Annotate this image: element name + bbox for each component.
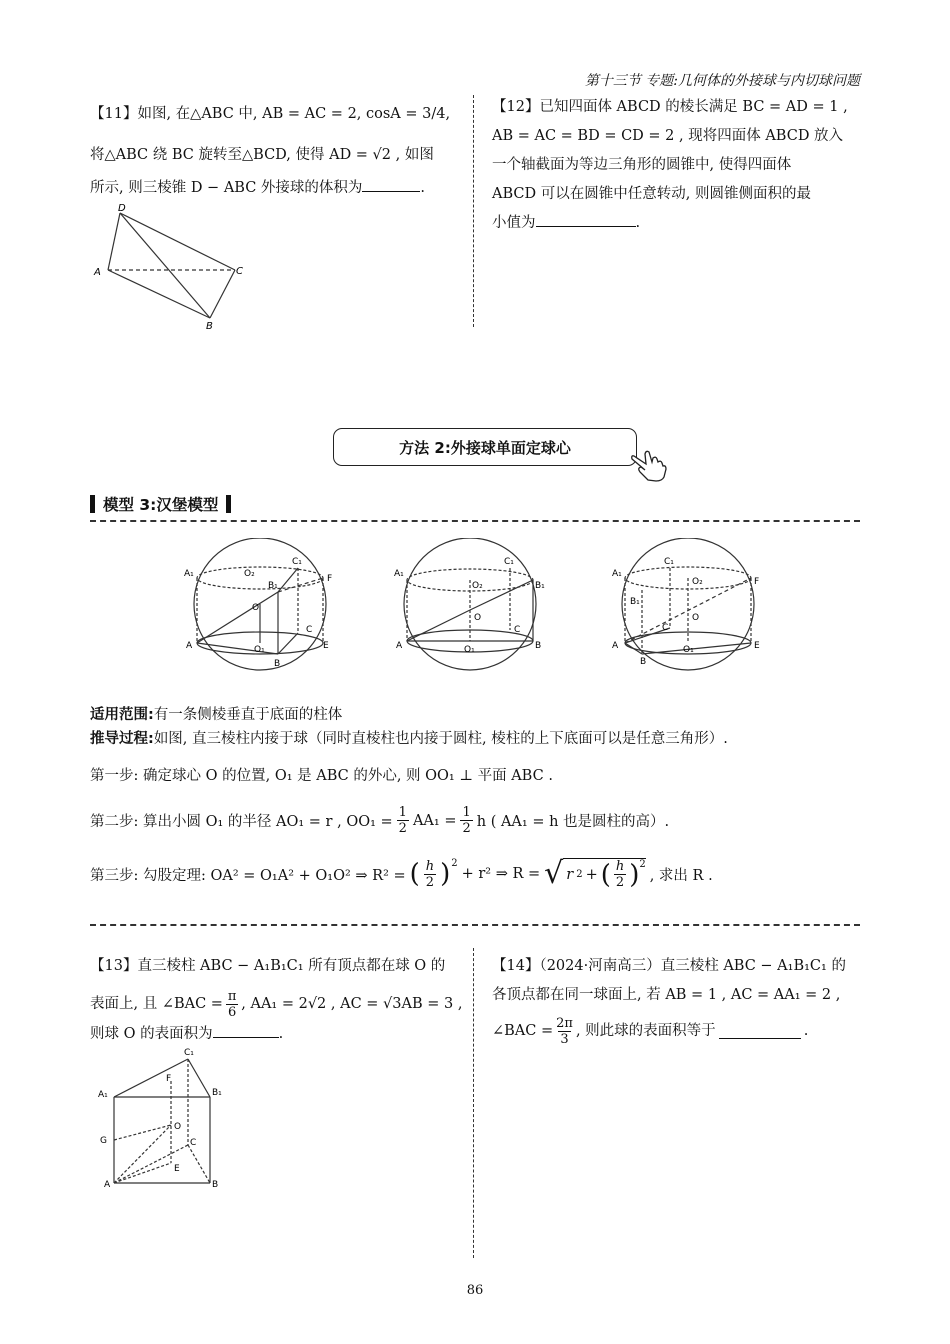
figure-label: C₁ <box>184 1048 194 1058</box>
title-bar-left <box>90 495 95 513</box>
figure-label: B <box>535 641 542 651</box>
derivation-text: 如图, 直三棱柱内接于球（同时直棱柱也内接于圆柱, 棱柱的上下底面可以是任意三角形）. <box>153 731 728 747</box>
figure-label: A <box>186 641 193 651</box>
exponent: 2 <box>639 859 646 870</box>
problem-text: 已知四面体 ABCD 的棱长满足 BC = AD = 1 , <box>539 99 848 115</box>
problem-text: 直三棱柱 ABC − A₁B₁C₁ 所有顶点都在球 O 的 <box>137 958 446 974</box>
hamburger-model-figures <box>180 538 770 673</box>
step-text: AA₁ = <box>412 812 457 829</box>
label-b: B <box>206 321 213 332</box>
title-bar-right <box>226 495 231 513</box>
problem-11 <box>90 100 470 203</box>
figure-label: A₁ <box>98 1090 108 1100</box>
problem-number: 【14】 <box>492 958 540 974</box>
scope-text: 有一条侧棱垂直于底面的柱体 <box>153 707 343 723</box>
problem-text: 小值为 <box>492 215 536 231</box>
step-1: 第一步: 确定球心 O 的位置, O₁ 是 ABC 的外心, 则 OO₁ ⊥ 平面 ABC . <box>90 768 553 784</box>
figure-label: A <box>396 641 403 651</box>
figure-label: F <box>327 574 333 584</box>
problem-text: 表面上, 且 ∠BAC = <box>90 996 223 1012</box>
figure-label: B₁ <box>535 581 545 591</box>
figure-label: B <box>640 657 647 667</box>
label-c: C <box>236 266 243 277</box>
step-text: h ( AA₁ = h 也是圆柱的高）. <box>476 814 670 830</box>
problem-text: AB = AC = BD = CD = 2 , 现将四面体 ABCD 放入 <box>492 128 844 144</box>
model-title <box>90 493 231 515</box>
step-text: , 求出 R . <box>649 867 713 884</box>
figure-label: O₂ <box>692 577 703 587</box>
section-divider <box>90 924 860 926</box>
exponent: 2 <box>451 858 458 869</box>
figure-label: O <box>252 603 260 613</box>
figure-label: A₁ <box>612 569 622 579</box>
problem-text: 一个轴截面为等边三角形的圆锥中, 使得四面体 <box>492 157 792 173</box>
figure-label: B₁ <box>268 581 278 591</box>
figure-label: A₁ <box>184 569 194 579</box>
problem-text: 则球 O 的表面积为 <box>90 1026 213 1042</box>
problem-number: 【13】 <box>90 958 138 974</box>
numerator: 2π <box>556 1016 573 1031</box>
page-header: 第十三节 专题:几何体的外接球与内切球问题 <box>584 73 860 89</box>
label-d: D <box>118 203 126 214</box>
problem-text: , AA₁ = 2√2 , AC = √3AB = 3 , <box>241 996 463 1012</box>
numerator: h <box>615 859 625 874</box>
paren: ( <box>600 859 611 890</box>
figure-label: O <box>692 613 700 623</box>
pointing-hand-icon <box>628 446 670 482</box>
punct: . <box>635 215 641 231</box>
numerator: 1 <box>398 805 407 820</box>
step-text: 第三步: 勾股定理: OA² = O₁A² + O₁O² ⇒ R² = <box>90 867 406 884</box>
column-divider <box>473 95 474 327</box>
punct: . <box>278 1026 284 1042</box>
column-divider <box>473 948 474 1258</box>
figure-label: C <box>514 625 521 635</box>
problem-text: 所示, 则三棱锥 D − ABC 外接球的体积为 <box>90 180 363 196</box>
punct: . <box>803 1023 809 1039</box>
method-heading <box>333 428 637 466</box>
figure-label: C₁ <box>504 557 514 567</box>
model-title-text: 模型 3:汉堡模型 <box>103 496 219 514</box>
figure-label: C <box>662 623 669 633</box>
fraction-h-half <box>424 859 436 890</box>
problem-number: 【11】 <box>90 106 138 122</box>
fraction-half <box>397 805 409 836</box>
problem-text: ABCD 可以在圆锥中任意转动, 则圆锥侧面积的最 <box>492 186 811 202</box>
problem-text: ∠BAC = <box>492 1023 554 1039</box>
figure-label: O₁ <box>683 645 694 655</box>
figure-label: C₁ <box>292 557 302 567</box>
problem-text: 各顶点都在同一球面上, 若 AB = 1 , AC = AA₁ = 2 , <box>492 987 841 1003</box>
step-2 <box>90 805 669 836</box>
problem-14 <box>492 952 872 1047</box>
problem-text: 将△ABC 绕 BC 旋转至△BCD, 使得 AD = √2 , 如图 <box>90 147 434 163</box>
figure-label: O₂ <box>244 569 255 579</box>
figure-label: B₁ <box>212 1088 222 1098</box>
denominator: 2 <box>398 821 407 836</box>
page-number: 86 <box>466 1283 484 1298</box>
figure-label: A <box>612 641 619 651</box>
denominator: 2 <box>425 874 435 890</box>
prism-figure <box>96 1045 236 1193</box>
problem-text: , 则此球的表面积等于 <box>575 1023 716 1039</box>
figure-label: C₁ <box>664 557 674 567</box>
numerator: h <box>425 858 435 874</box>
fraction-half <box>460 805 472 836</box>
figure-label: B <box>274 659 281 669</box>
answer-blank[interactable] <box>719 1024 801 1039</box>
answer-blank[interactable] <box>213 1023 279 1038</box>
fraction-2pi-3 <box>556 1016 573 1047</box>
denominator: 6 <box>227 1005 237 1020</box>
figure-label: E <box>323 641 329 651</box>
figure-label: A₁ <box>394 569 404 579</box>
figure-label: O₁ <box>464 645 475 655</box>
problem-text: （2024·河南高三）直三棱柱 ABC − A₁B₁C₁ 的 <box>539 958 846 974</box>
denominator: 2 <box>615 875 625 890</box>
fraction-h-half <box>614 859 626 890</box>
paren: ( <box>409 859 420 889</box>
derivation-label: 推导过程: <box>90 731 154 747</box>
sphere-figure-1 <box>184 538 332 670</box>
method-label: 方法 2:外接球单面定球心 <box>399 438 571 457</box>
sqrt-body: r 2 + ( $\frac{h}{2}$ ) $^2$ <box>563 858 645 890</box>
figure-label: O₁ <box>254 645 265 655</box>
sphere-figure-2 <box>394 538 545 670</box>
figure-label: B <box>212 1180 219 1190</box>
answer-blank[interactable] <box>362 177 420 192</box>
scope-line <box>90 703 342 724</box>
exponent: 2 <box>576 869 583 880</box>
problem-12 <box>492 93 872 238</box>
punct: . <box>420 180 426 196</box>
paren: ) <box>440 859 451 889</box>
figure-label: O <box>174 1122 182 1132</box>
figure-label: F <box>754 577 760 587</box>
denominator: 2 <box>462 821 471 836</box>
step-text: + r² ⇒ R = <box>461 866 541 882</box>
denominator: 3 <box>560 1032 569 1047</box>
step-text: 第二步: 算出小圆 O₁ 的半径 AO₁ = r , OO₁ = <box>90 814 393 830</box>
problem-13 <box>90 952 470 1049</box>
figure-label: G <box>100 1136 107 1146</box>
answer-blank[interactable] <box>536 212 636 227</box>
figure-label: B₁ <box>630 597 640 607</box>
problem-text: 如图, 在△ABC 中, AB = AC = 2, cosA = 3/4, <box>137 106 451 122</box>
step-3 <box>90 858 713 890</box>
quadrilateral-figure <box>90 200 250 335</box>
derivation-line <box>90 727 728 748</box>
figure-label: E <box>754 641 760 651</box>
problem-number: 【12】 <box>492 99 540 115</box>
figure-label: F <box>166 1074 172 1084</box>
figure-label: O₂ <box>472 581 483 591</box>
label-a: A <box>94 267 101 278</box>
sphere-figure-3 <box>612 538 760 670</box>
paren: ) <box>629 859 640 890</box>
figure-label: A <box>104 1180 111 1190</box>
figure-label: C <box>306 625 313 635</box>
figure-label: E <box>174 1164 180 1174</box>
section-divider <box>90 520 860 522</box>
figure-label: O <box>474 613 482 623</box>
sqrt-sign: √ <box>544 856 564 891</box>
scope-label: 适用范围: <box>90 707 154 723</box>
fraction-pi-6 <box>226 989 238 1020</box>
r-var: r <box>566 866 574 883</box>
numerator: π <box>227 989 237 1004</box>
numerator: 1 <box>462 805 471 820</box>
figure-label: C <box>190 1138 197 1148</box>
